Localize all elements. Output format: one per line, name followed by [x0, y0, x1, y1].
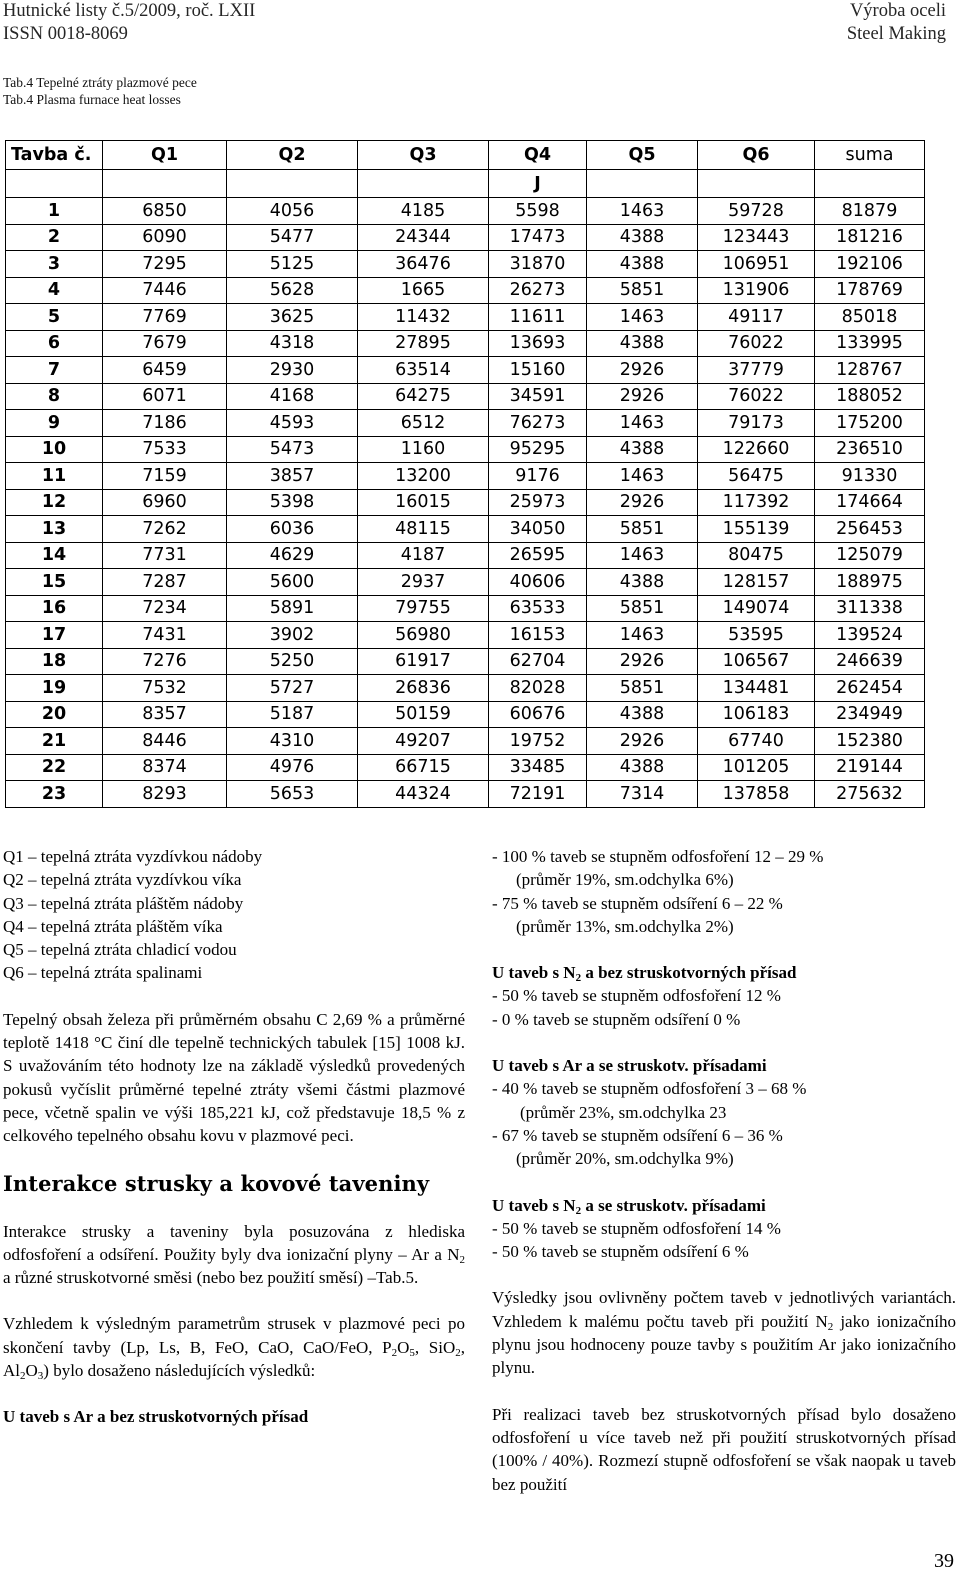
- row-number-cell: 12: [6, 489, 103, 516]
- table-cell: 53595: [698, 622, 815, 649]
- journal-header: [3, 0, 255, 46]
- table-cell: 2926: [587, 728, 698, 755]
- row-number-cell: 23: [6, 781, 103, 808]
- result-line: - 67 % taveb se stupněm odsíření 6 – 36 %: [492, 1125, 783, 1145]
- table-cell: 1665: [358, 277, 489, 304]
- header-cell: Q1: [103, 141, 227, 170]
- row-number-cell: 1: [6, 198, 103, 225]
- section-cz: Výroba oceli: [849, 1, 946, 21]
- table-cell: 85018: [815, 304, 925, 331]
- row-number-cell: 5: [6, 304, 103, 331]
- table-cell: 79755: [358, 595, 489, 622]
- result-line: - 75 % taveb se stupněm odsíření 6 – 22 %: [492, 893, 783, 913]
- table-cell: 3857: [227, 463, 358, 490]
- table-cell: 6459: [103, 357, 227, 384]
- table-cell: 9176: [489, 463, 587, 490]
- table-cell: 95295: [489, 436, 587, 463]
- table-cell: 63533: [489, 595, 587, 622]
- table-cell: 149074: [698, 595, 815, 622]
- table-cell: 4593: [227, 410, 358, 437]
- heat-loss-table-wrap: [5, 140, 924, 804]
- table-cell: 275632: [815, 781, 925, 808]
- result-line: (průměr 23%, sm.odchylka 23: [520, 1102, 727, 1122]
- table-cell: 26836: [358, 675, 489, 702]
- table-cell: 192106: [815, 251, 925, 278]
- table-cell: 101205: [698, 754, 815, 781]
- unit-blank-cell: [358, 170, 489, 198]
- table-cell: 80475: [698, 542, 815, 569]
- table-cell: 5477: [227, 224, 358, 251]
- header-cell: Q5: [587, 141, 698, 170]
- header-cell: Q6: [698, 141, 815, 170]
- table-cell: 26273: [489, 277, 587, 304]
- table-cell: 7533: [103, 436, 227, 463]
- table-cell: 1463: [587, 304, 698, 331]
- table-cell: 25973: [489, 489, 587, 516]
- table-cell: 155139: [698, 516, 815, 543]
- right-column: [492, 845, 956, 1496]
- legend-item: Q1 – tepelná ztráta vyzdívkou nádoby: [3, 847, 263, 866]
- table-cell: 4388: [587, 224, 698, 251]
- table-row: [6, 489, 925, 516]
- table-cell: 4976: [227, 754, 358, 781]
- table-cell: 16015: [358, 489, 489, 516]
- table-cell: 7731: [103, 542, 227, 569]
- table-cell: 76022: [698, 330, 815, 357]
- table-cell: 106951: [698, 251, 815, 278]
- table-cell: 311338: [815, 595, 925, 622]
- unit-blank-cell: [587, 170, 698, 198]
- header-cell: Q3: [358, 141, 489, 170]
- table-cell: 4388: [587, 701, 698, 728]
- table-row: [6, 383, 925, 410]
- table-cell: 56980: [358, 622, 489, 649]
- row-number-cell: 9: [6, 410, 103, 437]
- table-cell: 3625: [227, 304, 358, 331]
- table-cell: 139524: [815, 622, 925, 649]
- table-unit-row: [6, 170, 925, 198]
- subheading-ar-additives: U taveb s Ar a se struskotv. přísadami: [492, 1056, 767, 1076]
- table-row: [6, 436, 925, 463]
- table-cell: 8446: [103, 728, 227, 755]
- table-row: [6, 728, 925, 755]
- table-cell: 128157: [698, 569, 815, 596]
- table-cell: 4168: [227, 383, 358, 410]
- table-cell: 6512: [358, 410, 489, 437]
- table-cell: 131906: [698, 277, 815, 304]
- paragraph-results: Výsledky jsou ovlivněny počtem taveb v jednotlivých variantách. Vzhledem k malému počtu taveb při použití $N_2$ jako ionizačního plynu jsou hodnoceny pouze tavby s použitím Ar jako ionizačního plynu.: [492, 1288, 956, 1378]
- table-cell: 7159: [103, 463, 227, 490]
- table-cell: 7769: [103, 304, 227, 331]
- table-cell: 5398: [227, 489, 358, 516]
- table-cell: 5600: [227, 569, 358, 596]
- table-cell: 133995: [815, 330, 925, 357]
- table-cell: 7276: [103, 648, 227, 675]
- table-cell: 234949: [815, 701, 925, 728]
- table-cell: 91330: [815, 463, 925, 490]
- result-line: - 50 % taveb se stupněm odfosfoření 14 %: [492, 1218, 781, 1238]
- row-number-cell: 4: [6, 277, 103, 304]
- row-number-cell: 6: [6, 330, 103, 357]
- table-row: [6, 224, 925, 251]
- subheading-n2-no-additives: U taveb s $N_2$ a bez struskotvorných přísad: [492, 963, 797, 985]
- table-cell: 7431: [103, 622, 227, 649]
- row-number-cell: 13: [6, 516, 103, 543]
- unit-blank-cell: [227, 170, 358, 198]
- table-cell: 63514: [358, 357, 489, 384]
- table-row: [6, 357, 925, 384]
- header-cell: Q2: [227, 141, 358, 170]
- table-cell: 5628: [227, 277, 358, 304]
- table-cell: 81879: [815, 198, 925, 225]
- table-cell: 76022: [698, 383, 815, 410]
- table-cell: 4388: [587, 569, 698, 596]
- paragraph-heat-content: Tepelný obsah železa při průměrném obsahu C 2,69 % a průměrné teplotě 1418 °C činí dle tepelně technických tabulek [15] 1008 kJ. S uvažováním této hodnoty lze na základě výsledků provedených pokusů vyčíslit průměrné tepelné ztráty všemi částmi plazmové pece, včetně spalin ve výši 185,221 kJ, což představuje 18,5 % z celkového tepelného obsahu kovu v plazmové peci.: [3, 1009, 465, 1146]
- paragraph-parameters: Vzhledem k výsledným parametrům strusek v plazmové peci po skončení tavby (Lp, Ls, B, FeO, CaO, CaO/FeO, $P_2O_5$, SiO$_2$, $Al_2O_3$) bylo dosaženo následujících výsledků:: [3, 1314, 465, 1383]
- result-line: - 50 % taveb se stupněm odfosfoření 12 %: [492, 986, 781, 1006]
- table-cell: 13693: [489, 330, 587, 357]
- table-cell: 2930: [227, 357, 358, 384]
- result-line: - 40 % taveb se stupněm odfosfoření 3 – 68 %: [492, 1079, 807, 1099]
- table-row: [6, 330, 925, 357]
- table-row: [6, 304, 925, 331]
- table-cell: 24344: [358, 224, 489, 251]
- table-cell: 4388: [587, 436, 698, 463]
- table-cell: 6960: [103, 489, 227, 516]
- table-cell: 56475: [698, 463, 815, 490]
- table-cell: 59728: [698, 198, 815, 225]
- table-row: [6, 595, 925, 622]
- table-cell: 76273: [489, 410, 587, 437]
- header-cell: Q4: [489, 141, 587, 170]
- table-cell: 34050: [489, 516, 587, 543]
- table-cell: 37779: [698, 357, 815, 384]
- heat-loss-table: [5, 140, 925, 808]
- table-cell: 16153: [489, 622, 587, 649]
- table-row: [6, 648, 925, 675]
- legend-list: [3, 845, 465, 985]
- table-cell: 11432: [358, 304, 489, 331]
- table-row: [6, 251, 925, 278]
- table-cell: 4185: [358, 198, 489, 225]
- table-cell: 5851: [587, 675, 698, 702]
- table-cell: 1463: [587, 463, 698, 490]
- table-cell: 64275: [358, 383, 489, 410]
- table-cell: 174664: [815, 489, 925, 516]
- table-cell: 6036: [227, 516, 358, 543]
- row-number-cell: 7: [6, 357, 103, 384]
- table-cell: 61917: [358, 648, 489, 675]
- table-cell: 50159: [358, 701, 489, 728]
- result-line: - 0 % taveb se stupněm odsíření 0 %: [492, 1009, 741, 1029]
- table-cell: 122660: [698, 436, 815, 463]
- table-cell: 5851: [587, 516, 698, 543]
- table-cell: 60676: [489, 701, 587, 728]
- table-cell: 7186: [103, 410, 227, 437]
- unit-blank-cell: [698, 170, 815, 198]
- row-number-cell: 8: [6, 383, 103, 410]
- unit-blank-cell: [103, 170, 227, 198]
- table-cell: 79173: [698, 410, 815, 437]
- table-cell: 4310: [227, 728, 358, 755]
- table-cell: 5598: [489, 198, 587, 225]
- header-cell: suma: [815, 141, 925, 170]
- table-cell: 6090: [103, 224, 227, 251]
- table-cell: 152380: [815, 728, 925, 755]
- table-cell: 8374: [103, 754, 227, 781]
- row-number-cell: 21: [6, 728, 103, 755]
- table-cell: 106183: [698, 701, 815, 728]
- row-number-cell: 14: [6, 542, 103, 569]
- table-cell: 5250: [227, 648, 358, 675]
- table-row: [6, 463, 925, 490]
- table-cell: 5727: [227, 675, 358, 702]
- table-cell: 4388: [587, 754, 698, 781]
- table-cell: 246639: [815, 648, 925, 675]
- section-heading: Interakce strusky a kovové taveniny: [3, 1170, 430, 1196]
- table-cell: 1463: [587, 198, 698, 225]
- table-header-row: [6, 141, 925, 170]
- subheading-ar-no-additives: U taveb s Ar a bez struskotvorných přísad: [3, 1407, 309, 1427]
- table-row: [6, 675, 925, 702]
- table-cell: 2926: [587, 489, 698, 516]
- table-cell: 6071: [103, 383, 227, 410]
- table-row: [6, 198, 925, 225]
- caption-en: Tab.4 Plasma furnace heat losses: [3, 92, 181, 107]
- table-cell: 1463: [587, 410, 698, 437]
- table-cell: 34591: [489, 383, 587, 410]
- table-cell: 128767: [815, 357, 925, 384]
- table-row: [6, 622, 925, 649]
- row-number-cell: 10: [6, 436, 103, 463]
- table-cell: 7295: [103, 251, 227, 278]
- table-row: [6, 701, 925, 728]
- result-line: (průměr 20%, sm.odchylka 9%): [516, 1149, 734, 1169]
- paragraph-realization: Při realizaci taveb bez struskotvorných přísad bylo dosaženo odfosfoření u více taveb než při použití struskotvorných přísad (100% / 40%). Rozmezí stupně odfosfoření se však naopak u taveb bez použití: [492, 1404, 956, 1494]
- row-number-cell: 16: [6, 595, 103, 622]
- table-cell: 48115: [358, 516, 489, 543]
- table-row: [6, 277, 925, 304]
- table-cell: 181216: [815, 224, 925, 251]
- table-cell: 134481: [698, 675, 815, 702]
- row-number-cell: 15: [6, 569, 103, 596]
- header-cell: Tavba č.: [6, 141, 103, 170]
- table-cell: 256453: [815, 516, 925, 543]
- table-cell: 26595: [489, 542, 587, 569]
- legend-item: Q3 – tepelná ztráta pláštěm nádoby: [3, 893, 244, 913]
- table-cell: 5473: [227, 436, 358, 463]
- table-cell: 236510: [815, 436, 925, 463]
- result-line: (průměr 19%, sm.odchylka 6%): [516, 870, 734, 890]
- table-cell: 178769: [815, 277, 925, 304]
- table-cell: 175200: [815, 410, 925, 437]
- unit-cell: J: [489, 170, 587, 198]
- table-cell: 262454: [815, 675, 925, 702]
- table-cell: 1463: [587, 622, 698, 649]
- table-row: [6, 410, 925, 437]
- table-cell: 219144: [815, 754, 925, 781]
- table-cell: 7532: [103, 675, 227, 702]
- table-cell: 6850: [103, 198, 227, 225]
- table-row: [6, 569, 925, 596]
- row-number-cell: 11: [6, 463, 103, 490]
- table-cell: 49207: [358, 728, 489, 755]
- table-cell: 36476: [358, 251, 489, 278]
- table-row: [6, 754, 925, 781]
- table-row: [6, 516, 925, 543]
- table-cell: 4318: [227, 330, 358, 357]
- section-en: Steel Making: [846, 24, 946, 44]
- table-cell: 27895: [358, 330, 489, 357]
- row-number-cell: 18: [6, 648, 103, 675]
- table-cell: 4056: [227, 198, 358, 225]
- journal-title: Hutnické listy č.5/2009, roč. LXII: [3, 1, 256, 21]
- table-cell: 1160: [358, 436, 489, 463]
- table-cell: 2926: [587, 383, 698, 410]
- table-cell: 117392: [698, 489, 815, 516]
- table-cell: 123443: [698, 224, 815, 251]
- table-cell: 7679: [103, 330, 227, 357]
- legend-item: Q6 – tepelná ztráta spalinami: [3, 963, 203, 983]
- table-cell: 3902: [227, 622, 358, 649]
- table-cell: 44324: [358, 781, 489, 808]
- unit-blank-cell: [815, 170, 925, 198]
- table-cell: 7287: [103, 569, 227, 596]
- table-cell: 67740: [698, 728, 815, 755]
- table-cell: 188975: [815, 569, 925, 596]
- caption-cz: Tab.4 Tepelné ztráty plazmové pece: [3, 75, 197, 90]
- table-cell: 7262: [103, 516, 227, 543]
- table-cell: 106567: [698, 648, 815, 675]
- table-cell: 62704: [489, 648, 587, 675]
- table-cell: 82028: [489, 675, 587, 702]
- table-cell: 137858: [698, 781, 815, 808]
- table-row: [6, 781, 925, 808]
- table-cell: 4187: [358, 542, 489, 569]
- row-number-cell: 2: [6, 224, 103, 251]
- row-number-cell: 20: [6, 701, 103, 728]
- table-cell: 4388: [587, 251, 698, 278]
- table-cell: 7314: [587, 781, 698, 808]
- row-number-cell: 3: [6, 251, 103, 278]
- table-cell: 72191: [489, 781, 587, 808]
- table-cell: 17473: [489, 224, 587, 251]
- table-cell: 66715: [358, 754, 489, 781]
- legend-item: Q4 – tepelná ztráta pláštěm víka: [3, 916, 223, 936]
- table-cell: 11611: [489, 304, 587, 331]
- table-cell: 49117: [698, 304, 815, 331]
- table-caption: [3, 74, 197, 108]
- table-row: [6, 542, 925, 569]
- journal-issn: ISSN 0018-8069: [3, 24, 128, 44]
- table-cell: 40606: [489, 569, 587, 596]
- table-cell: 33485: [489, 754, 587, 781]
- table-cell: 13200: [358, 463, 489, 490]
- table-cell: 5891: [227, 595, 358, 622]
- row-number-cell: 17: [6, 622, 103, 649]
- table-cell: 15160: [489, 357, 587, 384]
- page-number: 39: [934, 1550, 954, 1572]
- table-cell: 2926: [587, 357, 698, 384]
- table-cell: 19752: [489, 728, 587, 755]
- table-cell: 188052: [815, 383, 925, 410]
- table-cell: 8293: [103, 781, 227, 808]
- result-line: - 100 % taveb se stupněm odfosfoření 12 – 29 %: [492, 847, 824, 866]
- table-cell: 7234: [103, 595, 227, 622]
- table-cell: 2926: [587, 648, 698, 675]
- table-cell: 31870: [489, 251, 587, 278]
- row-number-cell: 22: [6, 754, 103, 781]
- left-column: [3, 845, 465, 1429]
- table-cell: 4629: [227, 542, 358, 569]
- table-cell: 8357: [103, 701, 227, 728]
- table-cell: 2937: [358, 569, 489, 596]
- table-cell: 4388: [587, 330, 698, 357]
- paragraph-interaction: Interakce strusky a taveniny byla posuzována z hlediska odfosfoření a odsíření. Použity byly dva ionizační plyny – Ar a $N_2$ a různé struskotvorné směsi (nebo bez použití směsí) –Tab.5.: [3, 1221, 465, 1288]
- unit-blank-cell: [6, 170, 103, 198]
- result-line: (průměr 13%, sm.odchylka 2%): [516, 916, 734, 936]
- subheading-n2-additives: U taveb s $N_2$ a se struskotv. přísadami: [492, 1195, 766, 1217]
- table-cell: 1463: [587, 542, 698, 569]
- result-line: - 50 % taveb se stupněm odsíření 6 %: [492, 1242, 749, 1262]
- table-cell: 5851: [587, 277, 698, 304]
- table-cell: 5125: [227, 251, 358, 278]
- legend-item: Q2 – tepelná ztráta vyzdívkou víka: [3, 870, 242, 890]
- table-cell: 5653: [227, 781, 358, 808]
- row-number-cell: 19: [6, 675, 103, 702]
- table-cell: 7446: [103, 277, 227, 304]
- legend-item: Q5 – tepelná ztráta chladicí vodou: [3, 940, 237, 960]
- table-cell: 5187: [227, 701, 358, 728]
- table-cell: 125079: [815, 542, 925, 569]
- table-cell: 5851: [587, 595, 698, 622]
- section-header: [847, 0, 946, 46]
